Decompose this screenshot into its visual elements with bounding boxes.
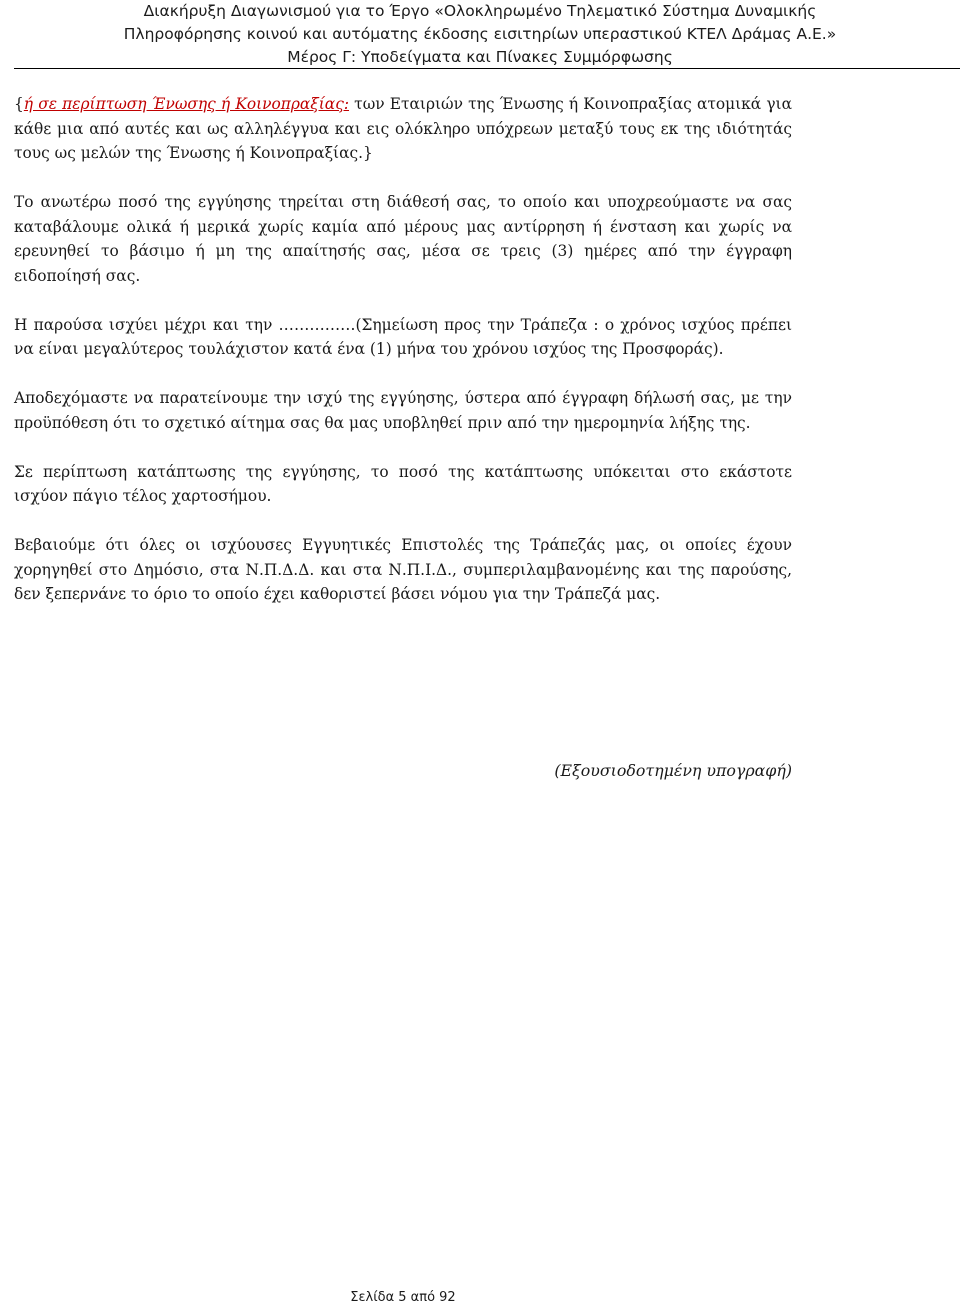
document-body <box>14 92 792 631</box>
paragraph-bank-limit: Βεβαιούμε ότι όλες οι ισχύουσες Εγγυητικές Επιστολές της Τράπεζάς μας, οι οποίες έχουν χορηγηθεί στο Δημόσιο, στα Ν.Π.Δ.Δ. και στα Ν.Π.Ι.Δ., συμπεριλαμβανομένης και της παρούσης, δεν ξεπερνάνε το όριο το οποίο έχει καθοριστεί βάσει νόμου για την Τράπεζά μας. <box>14 536 792 603</box>
document-header <box>0 0 960 69</box>
paragraph-stamp-duty: Σε περίπτωση κατάπτωσης της εγγύησης, το ποσό της κατάπτωσης υπόκειται στο εκάστοτε ισχύον πάγιο τέλος χαρτοσήμου. <box>14 462 792 505</box>
consortium-clause-text: των Εταιριών της Ένωσης ή Κοινοπραξίας ατομικά για κάθε μια από αυτές και ως αλληλέγγυα και εις ολόκληρο υπόχρεων μεταξύ τους εκ της ιδιότητάς τους ως μελών της Ένωσης ή Κοινοπραξίας.} <box>14 95 792 162</box>
consortium-highlight: ή σε περίπτωση Ένωσης ή Κοινοπραξίας: <box>23 95 350 113</box>
header-title-line-1: Διακήρυξη Διαγωνισμού για το Έργο «Ολοκληρωμένο Τηλεματικό Σύστημα Δυναμικής <box>143 2 817 20</box>
paragraph-consortium-clause <box>14 92 792 166</box>
brace-open: { <box>14 95 24 113</box>
header-title-line-2: Πληροφόρησης κοινού και αυτόματης έκδοσης εισιτηρίων υπεραστικού ΚΤΕΛ Δράμας Α.Ε.» <box>123 25 837 43</box>
page-number: Σελίδα 5 από 92 <box>350 1290 456 1305</box>
authorized-signature: (Εξουσιοδοτημένη υπογραφή) <box>554 761 792 780</box>
paragraph-guarantee-amount: Το ανωτέρω ποσό της εγγύησης τηρείται στη διάθεσή σας, το οποίο και υποχρεούμαστε να σας καταβάλουμε ολικά ή μερικά χωρίς καμία από μέρους μας αντίρρηση ή ένσταση και χωρίς να ερευνηθεί το βάσιμο ή μη της απαίτησής σας, μέσα σε τρεις (3) ημέρες από την έγγραφη ειδοποίησή σας. <box>14 193 792 285</box>
header-divider <box>14 68 960 69</box>
header-section-title: Μέρος Γ: Υποδείγματα και Πίνακες Συμμόρφωσης <box>287 48 673 66</box>
paragraph-validity: Η παρούσα ισχύει μέχρι και την ……………(Σημείωση προς την Τράπεζα : ο χρόνος ισχύος πρέπει να είναι μεγαλύτερος τουλάχιστον κατά ένα (1) μήνα του χρόνου ισχύος της Προσφοράς). <box>14 315 792 358</box>
paragraph-extension: Αποδεχόμαστε να παρατείνουμε την ισχύ της εγγύησης, ύστερα από έγγραφη δήλωσή σας, με την προϋπόθεση ότι το σχετικό αίτημα σας θα μας υποβληθεί πριν από την ημερομηνία λήξης της. <box>14 389 792 432</box>
